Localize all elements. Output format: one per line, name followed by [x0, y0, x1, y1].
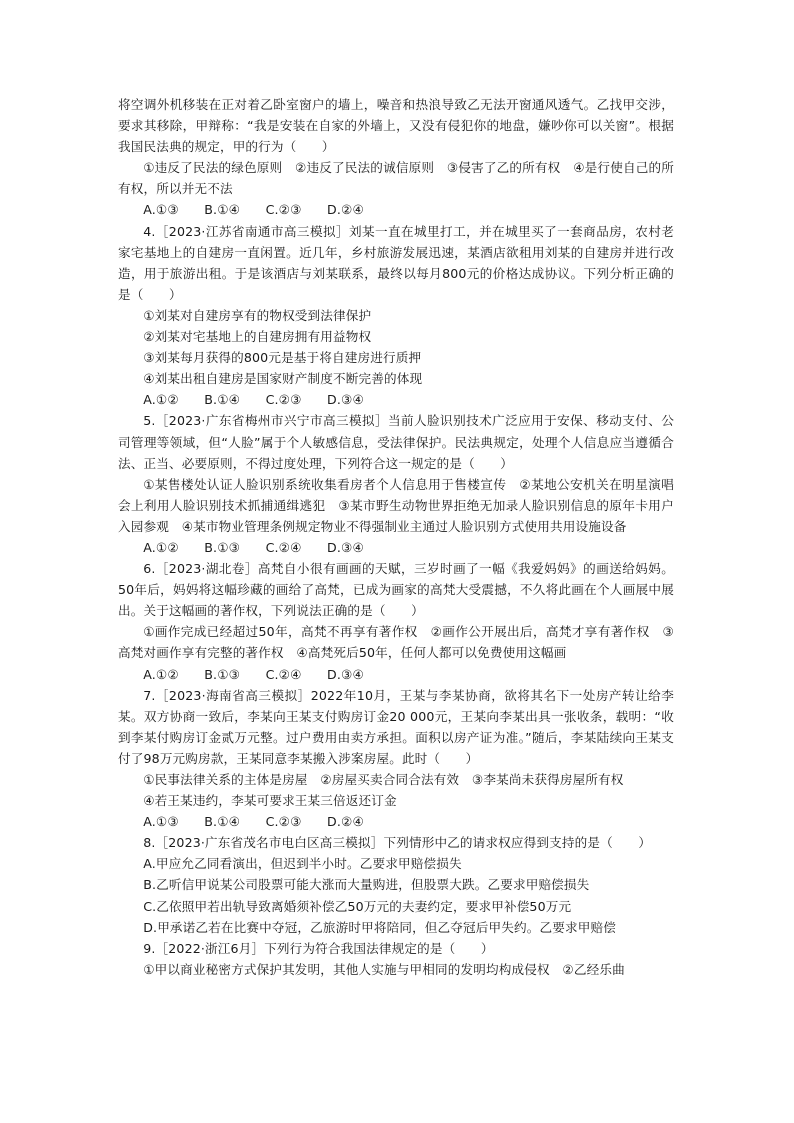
q6-stem: 6.［2023·湖北卷］高梵自小很有画画的天赋，三岁时画了一幅《我爱妈妈》的画送给妈妈。50年后，妈妈将这幅珍藏的画给了高梵，已成为画家的高梵大受震撼，不久将此画在个人画展中展出。关于这幅画的著作权，下列说法正确的是（ ） — [118, 561, 674, 619]
q6-items: ①画作完成已经超过50年，高梵不再享有著作权 ②画作公开展出后，高梵才享有著作权 ③高梵对画作享有完整的著作权 ④高梵死后50年，任何人都可以免费使用这幅画 — [118, 624, 674, 661]
q9-items: ①甲以商业秘密方式保护其发明，其他人实施与甲相同的发明均构成侵权 ②乙经乐曲 — [143, 961, 625, 977]
q6-choices: A.①② B.①③ C.②④ D.③④ — [143, 666, 364, 682]
q4-stem: 4.［2023·江苏省南通市高三模拟］刘某一直在城里打工，并在城里买了一套商品房，农村老家宅基地上的自建房一直闲置。近几年，乡村旅游发展迅速，某酒店欲租用刘某的自建房并进行改造，用于旅游出租。于是该酒店与刘某联系，最终以每月800元的价格达成协议。下列分析正确的是（ ） — [118, 223, 674, 302]
q7-items-1: ①民事法律关系的主体是房屋 ②房屋买卖合同合法有效 ③李某尚未获得房屋所有权 — [143, 772, 624, 787]
q3-items: ①违反了民法的绿色原则 ②违反了民法的诚信原则 ③侵害了乙的所有权 ④是行使自己的所有权，所以并无不法 — [118, 160, 674, 197]
q4-choices: A.①② B.①④ C.②③ D.③④ — [143, 392, 364, 408]
q3-choices: A.①③ B.①④ C.②③ D.②④ — [143, 202, 364, 218]
q4-item-1: ①刘某对自建房享有的物权受到法律保护 — [143, 307, 372, 323]
q7-stem: 7.［2023·海南省高三模拟］2022年10月，王某与李某协商，欲将其名下一处房产转让给李某。双方协商一致后，李某向王某支付购房订金20 000元，王某向李某出具一张收条，载明：“收到李某付购房订金贰万元整。过户费用由卖方承担。面积以房产证为准。”随后，李某陆续向王某支付了98万元购房款，王某同意李某搬入涉案房屋。此时（ ） — [118, 687, 674, 766]
q5-choices: A.①② B.①③ C.②④ D.③④ — [143, 539, 364, 555]
q9-stem: 9.［2022·浙江6月］下列行为符合我国法律规定的是（ ） — [143, 940, 494, 956]
q8-stem: 8.［2023·广东省茂名市电白区高三模拟］下列情形中乙的请求权应得到支持的是（ ） — [143, 835, 652, 851]
q8-option-d: D.甲承诺乙若在比赛中夺冠，乙旅游时甲将陪同，但乙夺冠后甲失约。乙要求甲赔偿 — [143, 919, 616, 935]
q5-items: ①某售楼处认证人脸识别系统收集看房者个人信息用于售楼宣传 ②某地公安机关在明星演唱会上利用人脸识别技术抓捕通缉逃犯 ③某市野生动物世界拒绝无加录人脸识别信息的原年卡用户入园参观 ④某市物业管理条例规定物业不得强制业主通过人脸识别方式使用共用设施设备 — [118, 476, 674, 534]
exam-page — [118, 94, 674, 980]
q4-item-3: ③刘某每月获得的800元是基于将自建房进行质押 — [143, 350, 422, 366]
q8-option-b: B.乙听信甲说某公司股票可能大涨而大量购进，但股票大跌。乙要求甲赔偿损失 — [143, 877, 590, 893]
q7-choices: A.①③ B.①④ C.②③ D.②④ — [143, 814, 364, 830]
q3-stem: 将空调外机移装在正对着乙卧室窗户的墙上，噪音和热浪导致乙无法开窗通风透气。乙找甲交涉，要求其移除，甲辩称：“我是安装在自家的外墙上，又没有侵犯你的地盘，嫌吵你可以关窗”。根据我国民法典的规定，甲的行为（ ） — [118, 97, 674, 155]
q4-item-4: ④刘某出租自建房是国家财产制度不断完善的体现 — [143, 371, 423, 387]
q4-item-2: ②刘某对宅基地上的自建房拥有用益物权 — [143, 329, 372, 345]
q5-stem: 5.［2023·广东省梅州市兴宁市高三模拟］当前人脸识别技术广泛应用于安保、移动支付、公司管理等领域，但“人脸”属于个人敏感信息，受法律保护。民法典规定，处理个人信息应当遵循合法、正当、必要原则，不得过度处理，下列符合这一规定的是（ ） — [118, 413, 674, 471]
q8-option-a: A.甲应允乙同看演出，但迟到半小时。乙要求甲赔偿损失 — [143, 856, 462, 872]
q8-option-c: C.乙依照甲若出轨导致离婚须补偿乙50万元的夫妻约定，要求甲补偿50万元 — [143, 898, 572, 914]
q7-items-2: ④若王某违约，李某可要求王某三倍返还订金 — [143, 793, 397, 809]
